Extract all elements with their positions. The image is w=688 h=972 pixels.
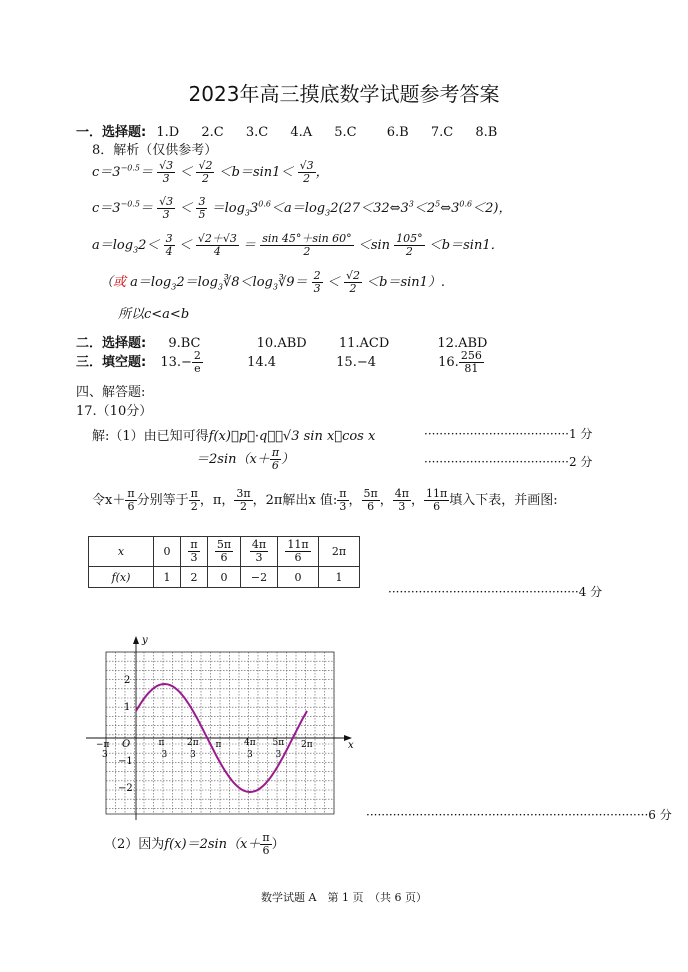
x-tick-label: 4π [244,738,256,748]
y-tick-1: 1 [124,702,131,713]
sol-line-3: 令x＋ $\frac{\pi}{6}$ 分别等于 $\frac{\pi}{2}$ ，π， $\frac{3\pi}{2}$ ，2π解出x 值: $\frac{\pi}{3}$ ， $\frac{5\pi}{6}$ ， $\frac{4\pi}{3}$ ， $\frac{11\pi}{6}$ 填入下表，并画图: [92,487,558,513]
origin-label: O [122,739,131,750]
table-cell: $\frac{5\pi}{6}$ [208,537,241,567]
section-2: 二．选择题: 9.BC 10.ABD 11.ACD 12.ABD [76,336,488,351]
section-1 [76,121,497,140]
table-cell: 1 [154,567,181,588]
section-3: 三．填空题: 13.− $\frac{2}{e}$ 14.4 15.−4 16. $\frac{256}{81}$ [76,349,482,375]
sol-line-2: ＝2sin（x＋ $\frac{\pi}{6}$ ） [196,446,295,472]
y-tick-m1: −1 [118,756,133,767]
score-1: ······································1 分 [424,427,593,441]
solution-line-4: （或 $a=\log_32=\log_3∛8<\log_3∛9=$ $\frac{2}{3}$ ＜ $\frac{√2}{2}$ ＜b＝sin1）. [100,269,446,295]
table-cell: 2π [319,537,360,567]
score-2: ······································2 分 [424,455,593,469]
table-cell: 0 [208,567,241,588]
table-cell: f(x) [89,567,154,588]
solution-line-1: $c=3^{-0.5}=$ $\frac{√3}{3}$ ＜ $\frac{√2}{2}$ ＜b＝sin1＜ $\frac{√3}{2}$ ， [92,159,329,185]
x-tick-label: 2π [301,740,313,750]
y-tick-m2: −2 [118,783,133,794]
x-tick-denominator: 3 [275,750,282,760]
table-row [89,537,360,567]
sol-line-1: 解:（1）由已知可得f(x)＝p⃗·q⃗＝√3 sin x＋cos x [92,429,376,444]
x-tick-label: π [215,740,222,750]
solution-line-3: $a=\log_32<$ $\frac{3}{4}$ ＜ $\frac{√2+√3}{4}$ ＝ $\frac{\sin 45^\circ+\sin 60^\circ}{2}$ ＜sin $\frac{105^\circ}{2}$ ＜b＝sin1． [92,232,504,258]
y-axis-arrow [133,636,139,644]
x-tick-denominator: 3 [190,750,196,760]
table-cell: $\frac{\pi}{3}$ [181,537,208,567]
sol-part-2: （2）因为f(x)＝2sin（x＋ $\frac{\pi}{6}$ ） [104,831,285,857]
solution-line-2: $c=3^{-0.5}=$ $\frac{√3}{3}$ ＜ $\frac{3}{5}$ $=\log_33^{0.6}<a=\log_32(27<32\Leftrightarrow 3^3<2^5\Leftrightarrow 3^{0.6}<2)$， [92,195,512,221]
answer-5: 5.C [334,125,357,140]
answer-2: 2.C [201,125,224,140]
table-cell: 0 [154,537,181,567]
answer-1: 1.D [156,125,180,140]
x-tick-label: 5π [272,738,285,748]
x-tick-neg: −π [96,740,110,750]
value-table [88,536,360,588]
y-label: y [142,635,148,646]
answer-8: 8.B [475,125,498,140]
answer-6: 6.B [386,125,409,140]
score-6: ··········································································6 分 [366,808,672,822]
table-cell: 1 [319,567,360,588]
x-tick-neg-d: 3 [102,750,108,760]
solution-conclusion: 所以c<a<b [118,307,190,322]
sine-graph [86,634,366,824]
table-cell: $\frac{11\pi}{6}$ [278,537,319,567]
x-tick-label: 2π [187,738,199,748]
answer-4: 4.A [290,125,313,140]
note-8: 8．解析（仅供参考） [92,143,218,158]
answer-7: 7.C [430,125,454,140]
answer-3: 3.C [245,125,269,140]
table-cell: 0 [278,567,319,588]
page-footer: 数学试题 A 第 1 页 （共 6 页） [261,891,427,904]
score-4: ··················································4 分 [388,585,603,599]
y-tick-2: 2 [124,675,131,686]
x-tick-denominator: 3 [161,750,168,760]
x-label: x [348,740,354,751]
table-cell: 2 [181,567,208,588]
table-cell: $\frac{4\pi}{3}$ [241,537,278,567]
page-title: 2023年高三摸底数学试题参考答案 [188,82,500,106]
section-4: 四、解答题: [76,385,146,400]
table-row [89,567,360,588]
question-17: 17.（10分） [76,404,153,419]
x-tick-label: π [158,738,165,748]
table-cell: x [89,537,154,567]
section-1-label: 一．选择题: [76,125,147,140]
table-cell: −2 [241,567,278,588]
x-tick-denominator: 3 [247,750,253,760]
